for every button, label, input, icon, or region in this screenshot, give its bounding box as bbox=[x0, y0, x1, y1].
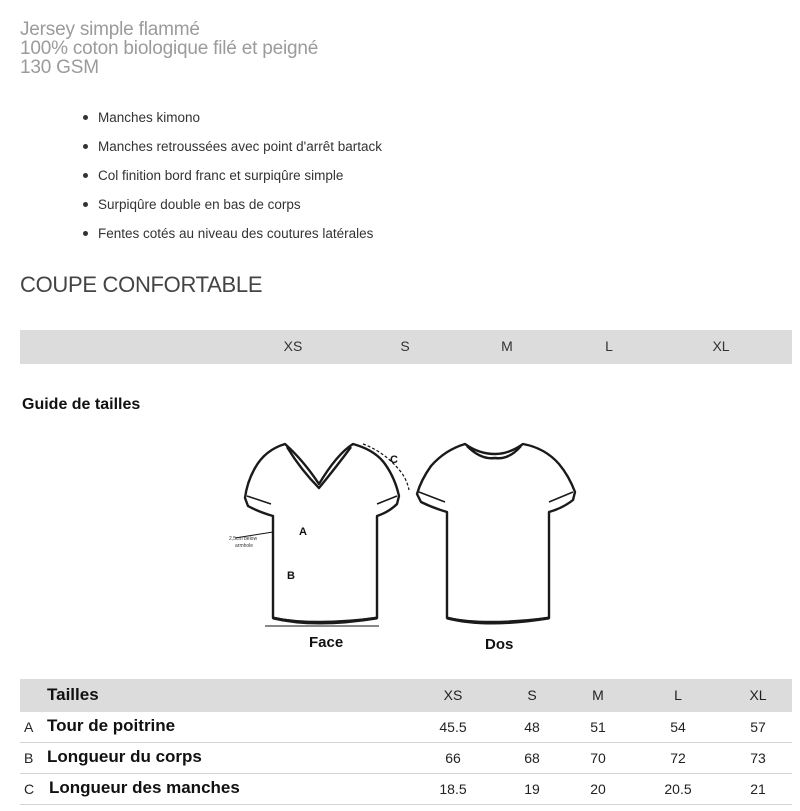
size-label-xl: XL bbox=[712, 338, 730, 354]
table-cell: 20.5 bbox=[664, 781, 692, 797]
tshirt-diagram bbox=[225, 432, 585, 657]
bullet-icon bbox=[83, 202, 88, 207]
table-cell: 48 bbox=[524, 719, 540, 735]
table-row bbox=[20, 712, 792, 743]
bullet-icon bbox=[83, 231, 88, 236]
fabric-weight: 130 GSM bbox=[20, 57, 99, 78]
feature-item bbox=[80, 224, 382, 253]
bullet-icon bbox=[83, 144, 88, 149]
front-label: Face bbox=[309, 634, 344, 651]
table-row bbox=[20, 774, 792, 805]
header-size-l: L bbox=[674, 687, 682, 703]
header-label: Tailles bbox=[47, 685, 99, 704]
table-cell: 20 bbox=[590, 781, 606, 797]
size-label-s: S bbox=[400, 338, 410, 354]
feature-text: Manches kimono bbox=[98, 110, 201, 125]
table-cell: 45.5 bbox=[439, 719, 467, 735]
marker-c: C bbox=[390, 454, 398, 466]
row-letter: C bbox=[24, 781, 35, 797]
table-cell: 18.5 bbox=[439, 781, 467, 797]
table-cell: 72 bbox=[670, 750, 686, 766]
table-cell: 70 bbox=[590, 750, 606, 766]
size-bar bbox=[20, 330, 792, 364]
header-size-xl: XL bbox=[749, 687, 767, 703]
marker-a: A bbox=[299, 526, 307, 538]
table-row bbox=[20, 743, 792, 774]
fit-title: COUPE CONFORTABLE bbox=[20, 272, 263, 297]
marker-b: B bbox=[287, 570, 295, 582]
side-note-2: armhole bbox=[235, 543, 254, 549]
table-cell: 73 bbox=[750, 750, 766, 766]
row-letter: A bbox=[24, 719, 34, 735]
row-letter: B bbox=[24, 750, 34, 766]
feature-list bbox=[80, 108, 382, 253]
header-size-m: M bbox=[592, 687, 604, 703]
size-label-xs: XS bbox=[283, 338, 303, 354]
tshirt-illustration bbox=[225, 432, 585, 657]
table-cell: 19 bbox=[524, 781, 540, 797]
size-label-m: M bbox=[501, 338, 513, 354]
bullet-icon bbox=[83, 173, 88, 178]
fabric-type: Jersey simple flammé bbox=[20, 19, 200, 40]
row-name: Longueur des manches bbox=[49, 778, 240, 797]
feature-text: Col finition bord franc et surpiqûre simple bbox=[98, 168, 344, 183]
feature-item bbox=[80, 108, 382, 137]
feature-item bbox=[80, 137, 382, 166]
table-cell: 66 bbox=[445, 750, 461, 766]
header-size-s: S bbox=[527, 687, 537, 703]
table-cell: 57 bbox=[750, 719, 766, 735]
feature-item bbox=[80, 195, 382, 224]
feature-text: Surpiqûre double en bas de corps bbox=[98, 197, 301, 212]
size-guide-title: Guide de tailles bbox=[22, 396, 141, 413]
row-divider bbox=[20, 804, 792, 805]
back-label: Dos bbox=[485, 636, 514, 653]
back-shirt-outline bbox=[417, 444, 575, 623]
row-name: Longueur du corps bbox=[47, 747, 202, 766]
table-cell: 68 bbox=[524, 750, 540, 766]
fabric-composition: 100% coton biologique filé et peigné bbox=[20, 38, 319, 59]
row-name: Tour de poitrine bbox=[47, 716, 176, 735]
header-size-xs: XS bbox=[443, 687, 463, 703]
table-header bbox=[20, 679, 792, 712]
feature-text: Manches retroussées avec point d'arrêt bartack bbox=[98, 139, 382, 154]
front-shirt-outline bbox=[245, 444, 399, 623]
feature-text: Fentes cotés au niveau des coutures latérales bbox=[98, 226, 374, 241]
size-label-l: L bbox=[605, 338, 613, 354]
bullet-icon bbox=[83, 115, 88, 120]
feature-item bbox=[80, 166, 382, 195]
table-cell: 21 bbox=[750, 781, 766, 797]
table-cell: 54 bbox=[670, 719, 686, 735]
side-note-1: 2,5cm below bbox=[229, 536, 258, 542]
table-cell: 51 bbox=[590, 719, 606, 735]
fabric-description bbox=[20, 20, 318, 77]
